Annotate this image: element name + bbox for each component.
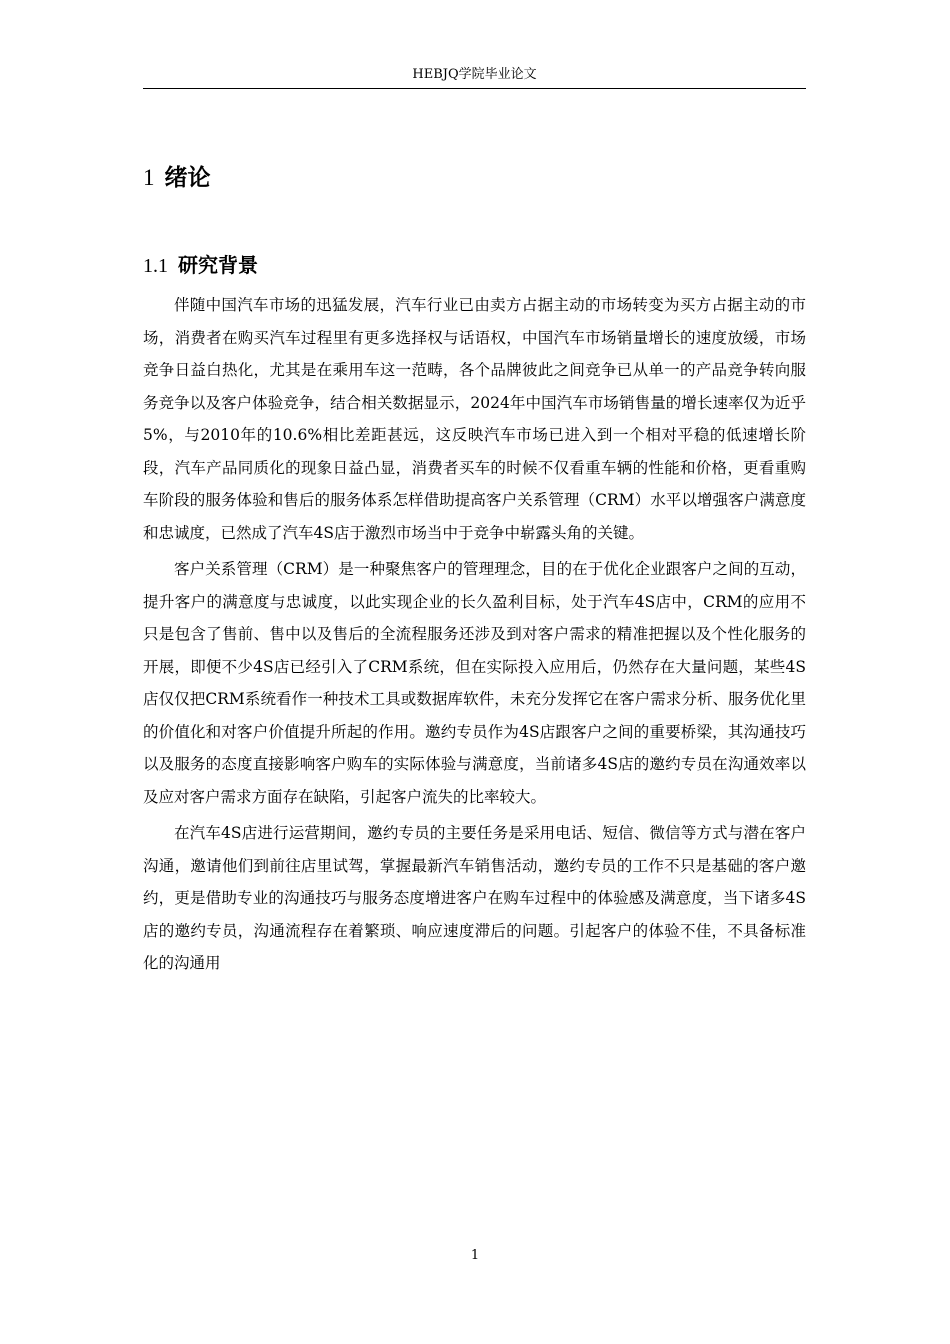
chapter-number: 1: [143, 165, 155, 190]
page-number: 1: [470, 1248, 480, 1263]
section-title: [143, 249, 258, 282]
running-header: HEBJQ学院毕业论文: [143, 66, 806, 89]
body-text: [143, 289, 806, 984]
chapter-title-text: 绪论: [164, 165, 211, 191]
chapter-title: [143, 160, 211, 196]
paragraph: 在汽车4S店进行运营期间，邀约专员的主要任务是采用电话、短信、微信等方式与潜在客户沟通，邀请他们到前往店里试驾，掌握最新汽车销售活动，邀约专员的工作不只是基础的客户邀约，更是借助专业的沟通技巧与服务态度增进客户在购车过程中的体验感及满意度，当下诸多4S店的邀约专员，沟通流程存在着繁琐、响应速度滞后的问题。引起客户的体验不佳，不具备标准化的沟通用: [143, 824, 806, 972]
paragraph: 客户关系管理（CRM）是一种聚焦客户的管理理念，目的在于优化企业跟客户之间的互动，提升客户的满意度与忠诚度，以此实现企业的长久盈利目标，处于汽车4S店中，CRM的应用不只是包含了售前、售中以及售后的全流程服务还涉及到对客户需求的精准把握以及个性化服务的开展，即便不少4S店已经引入了CRM系统，但在实际投入应用后，仍然存在大量问题，某些4S店仅仅把CRM系统看作一种技术工具或数据库软件，未充分发挥它在客户需求分析、服务优化里的价值化和对客户价值提升所起的作用。邀约专员作为4S店跟客户之间的重要桥梁，其沟通技巧以及服务的态度直接影响客户购车的实际体验与满意度，当前诸多4S店的邀约专员在沟通效率以及应对客户需求方面存在缺陷，引起客户流失的比率较大。: [143, 560, 806, 806]
section-number: 1.1: [143, 255, 168, 277]
paragraph: 伴随中国汽车市场的迅猛发展，汽车行业已由卖方占据主动的市场转变为买方占据主动的市场，消费者在购买汽车过程里有更多选择权与话语权，中国汽车市场销量增长的速度放缓，市场竞争日益白热化，尤其是在乘用车这一范畴，各个品牌彼此之间竞争已从单一的产品竞争转向服务竞争以及客户体验竞争，结合相关数据显示，2024年中国汽车市场销售量的增长速率仅为近乎5%，与2010年的10.6%相比差距甚远，这反映汽车市场已进入到一个相对平稳的低速增长阶段，汽车产品同质化的现象日益凸显，消费者买车的时候不仅看重车辆的性能和价格，更看重购车阶段的服务体验和售后的服务体系怎样借助提高客户关系管理（CRM）水平以增强客户满意度和忠诚度，已然成了汽车4S店于激烈市场当中于竞争中崭露头角的关键。: [143, 296, 806, 542]
section-title-text: 研究背景: [178, 253, 258, 277]
